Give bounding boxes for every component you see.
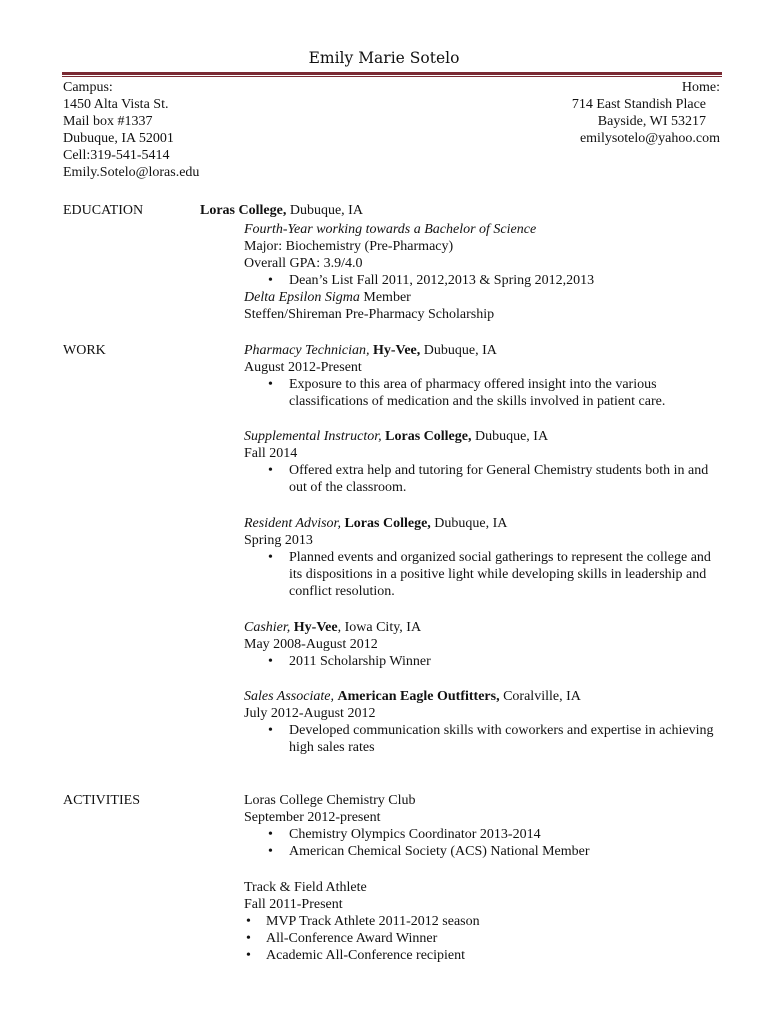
job-location: Coralville, IA <box>499 689 581 704</box>
work-entry <box>244 428 724 496</box>
job-location: Dubuque, IA <box>471 429 549 444</box>
activity-dates: Fall 2011-Present <box>244 897 343 912</box>
job-title: Cashier, <box>244 620 291 635</box>
list-item: • Chemistry Olympics Coordinator 2013-2014 <box>244 826 724 843</box>
list-item: • Academic All-Conference recipient <box>244 947 724 964</box>
activity-chemistry-club <box>244 792 724 860</box>
campus-label: Campus: <box>63 80 113 95</box>
list-item: • Developed communication skills with coworkers and expertise in achieving high sales rates <box>244 722 724 756</box>
list-item: • MVP Track Athlete 2011-2012 season <box>244 913 724 930</box>
home-label: Home: <box>681 80 720 95</box>
section-activities-label: ACTIVITIES <box>63 793 140 808</box>
job-title: Resident Advisor, <box>244 516 341 531</box>
list-item: • Planned events and organized social gatherings to represent the college and its dispositions in a positive light while developing skills in leadership and conflict resolution. <box>244 549 724 600</box>
job-dates: May 2008-August 2012 <box>244 637 378 652</box>
resume-name: Emily Marie Sotelo <box>308 49 460 67</box>
campus-email: Emily.Sotelo@loras.edu <box>63 165 200 180</box>
campus-mailbox: Mail box #1337 <box>63 114 153 129</box>
campus-cell: Cell:319-541-5414 <box>63 148 170 163</box>
activity-name: Loras College Chemistry Club <box>244 793 416 808</box>
home-street: 714 East Standish Place <box>571 97 706 112</box>
list-item: • All-Conference Award Winner <box>244 930 724 947</box>
section-work-label: WORK <box>63 343 106 358</box>
education-location: Dubuque, IA <box>286 203 363 218</box>
job-employer: Loras College, <box>385 429 472 444</box>
job-dates: August 2012-Present <box>244 360 362 375</box>
education-school: Loras College, <box>200 203 287 218</box>
activity-dates: September 2012-present <box>244 810 381 825</box>
campus-street: 1450 Alta Vista St. <box>63 97 169 112</box>
job-title: Sales Associate, <box>244 689 334 704</box>
job-title: Pharmacy Technician, <box>244 343 370 358</box>
campus-city: Dubuque, IA 52001 <box>63 131 174 146</box>
job-location: Dubuque, IA <box>420 343 497 358</box>
job-title: Supplemental Instructor, <box>244 429 382 444</box>
list-item: • American Chemical Society (ACS) National Member <box>244 843 724 860</box>
list-item: • Dean’s List Fall 2011, 2012,2013 & Spring 2012,2013 <box>244 272 724 289</box>
education-school-line <box>200 202 680 219</box>
job-employer: Loras College, <box>344 516 431 531</box>
work-entry <box>244 342 724 410</box>
education-scholarship: Steffen/Shireman Pre-Pharmacy Scholarship <box>244 307 495 322</box>
job-dates: Fall 2014 <box>244 446 298 461</box>
activity-name: Track & Field Athlete <box>244 880 367 895</box>
job-location: Dubuque, IA <box>430 516 508 531</box>
work-entry <box>244 688 724 756</box>
list-item: • Offered extra help and tutoring for General Chemistry students both in and out of the classroom. <box>244 462 724 496</box>
activity-track <box>244 879 724 964</box>
home-contact <box>572 79 720 147</box>
education-major: Major: Biochemistry (Pre-Pharmacy) <box>244 239 454 254</box>
education-bullets <box>244 272 724 289</box>
education-details <box>244 221 724 323</box>
job-employer: Hy-Vee, <box>372 343 421 358</box>
work-entry <box>244 515 724 600</box>
job-employer: American Eagle Outfitters, <box>337 689 500 704</box>
home-email: emilysotelo@yahoo.com <box>579 131 720 146</box>
job-location: , Iowa City, IA <box>337 620 422 635</box>
home-city: Bayside, WI 53217 <box>597 114 706 129</box>
education-honor-society: Delta Epsilon Sigma <box>244 290 360 305</box>
list-item: • 2011 Scholarship Winner <box>244 653 724 670</box>
education-honor-member: Member <box>359 290 411 305</box>
education-gpa: Overall GPA: 3.9/4.0 <box>244 256 363 271</box>
header-rule <box>62 72 722 77</box>
education-degree: Fourth-Year working towards a Bachelor of Science <box>244 222 537 237</box>
section-education-label: EDUCATION <box>63 203 144 218</box>
campus-contact <box>63 79 199 181</box>
job-dates: Spring 2013 <box>244 533 313 548</box>
job-dates: July 2012-August 2012 <box>244 706 376 721</box>
list-item: • Exposure to this area of pharmacy offered insight into the various classifications of medication and the skills involved in patient care. <box>244 376 724 410</box>
job-employer: Hy-Vee <box>293 620 338 635</box>
header-rule-thin <box>62 76 722 77</box>
work-entry <box>244 619 724 670</box>
